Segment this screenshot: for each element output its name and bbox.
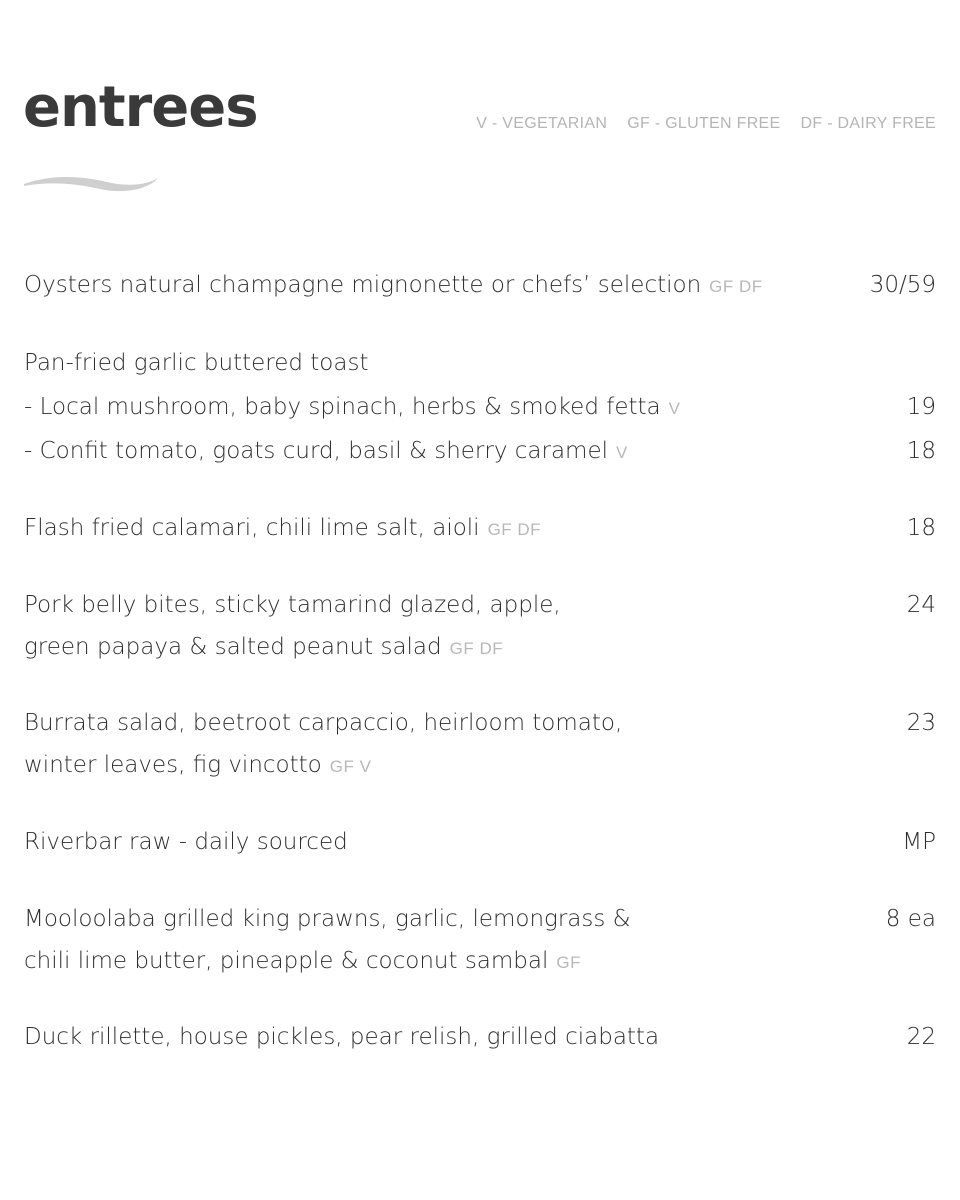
menu-item-burrata: [24, 702, 936, 788]
menu-item-toast: [24, 342, 936, 474]
item-price: 18: [906, 515, 936, 541]
item-price: 8 ea: [885, 906, 936, 932]
item-price: MP: [902, 829, 936, 855]
item-name: Oysters natural champagne mignonette or chefs’ selection: [24, 272, 702, 298]
menu-item-riverbar-raw: [24, 821, 936, 865]
swoosh-decoration: [22, 172, 162, 196]
item-price: 22: [906, 1024, 936, 1050]
dietary-tags: V: [668, 399, 681, 418]
item-name-cont: green papaya & salted peanut salad: [24, 634, 442, 660]
menu-item-pork-belly: [24, 584, 936, 670]
item-price: 30/59: [869, 272, 936, 298]
menu-item-oysters: [24, 264, 936, 308]
item-name: Burrata salad, beetroot carpaccio, heirloom tomato,: [24, 710, 623, 736]
dietary-tags: GF DF: [709, 277, 763, 296]
item-name: Pork belly bites, sticky tamarind glazed, apple,: [24, 592, 561, 618]
item-name-cont: chili lime butter, pineapple & coconut sambal: [24, 948, 549, 974]
dietary-legend: [476, 115, 936, 133]
item-price: 23: [906, 710, 936, 736]
menu-item-duck-rillette: [24, 1016, 936, 1060]
item-name: Riverbar raw - daily sourced: [24, 829, 348, 855]
menu-title: entrees: [23, 75, 258, 140]
dietary-tags: GF: [556, 953, 581, 972]
item-name: Duck rillette, house pickles, pear relish, grilled ciabatta: [24, 1024, 660, 1050]
item-name-cont: winter leaves, fig vincotto: [24, 752, 322, 778]
option-price: 18: [906, 438, 936, 464]
dietary-tags: GF DF: [449, 639, 504, 658]
item-option: [24, 430, 936, 474]
option-name: - Local mushroom, baby spinach, herbs & smoked fetta: [24, 394, 661, 420]
dietary-tags: V: [616, 443, 628, 462]
item-option: [24, 386, 936, 430]
option-price: 19: [906, 394, 936, 420]
legend-vegetarian: V - VEGETARIAN: [476, 115, 608, 132]
dietary-tags: GF V: [329, 757, 372, 776]
menu-item-calamari: [24, 507, 936, 551]
dietary-tags: GF DF: [487, 520, 542, 539]
menu-item-prawns: [24, 898, 936, 984]
item-name: Flash fried calamari, chili lime salt, aioli: [24, 515, 480, 541]
legend-gluten-free: GF - GLUTEN FREE: [627, 115, 781, 132]
option-name: - Confit tomato, goats curd, basil & sherry caramel: [24, 438, 609, 464]
item-heading: Pan-fried garlic buttered toast: [24, 350, 369, 376]
item-name: Mooloolaba grilled king prawns, garlic, lemongrass &: [24, 906, 631, 932]
item-price: 24: [906, 592, 936, 618]
legend-dairy-free: DF - DAIRY FREE: [800, 115, 936, 132]
